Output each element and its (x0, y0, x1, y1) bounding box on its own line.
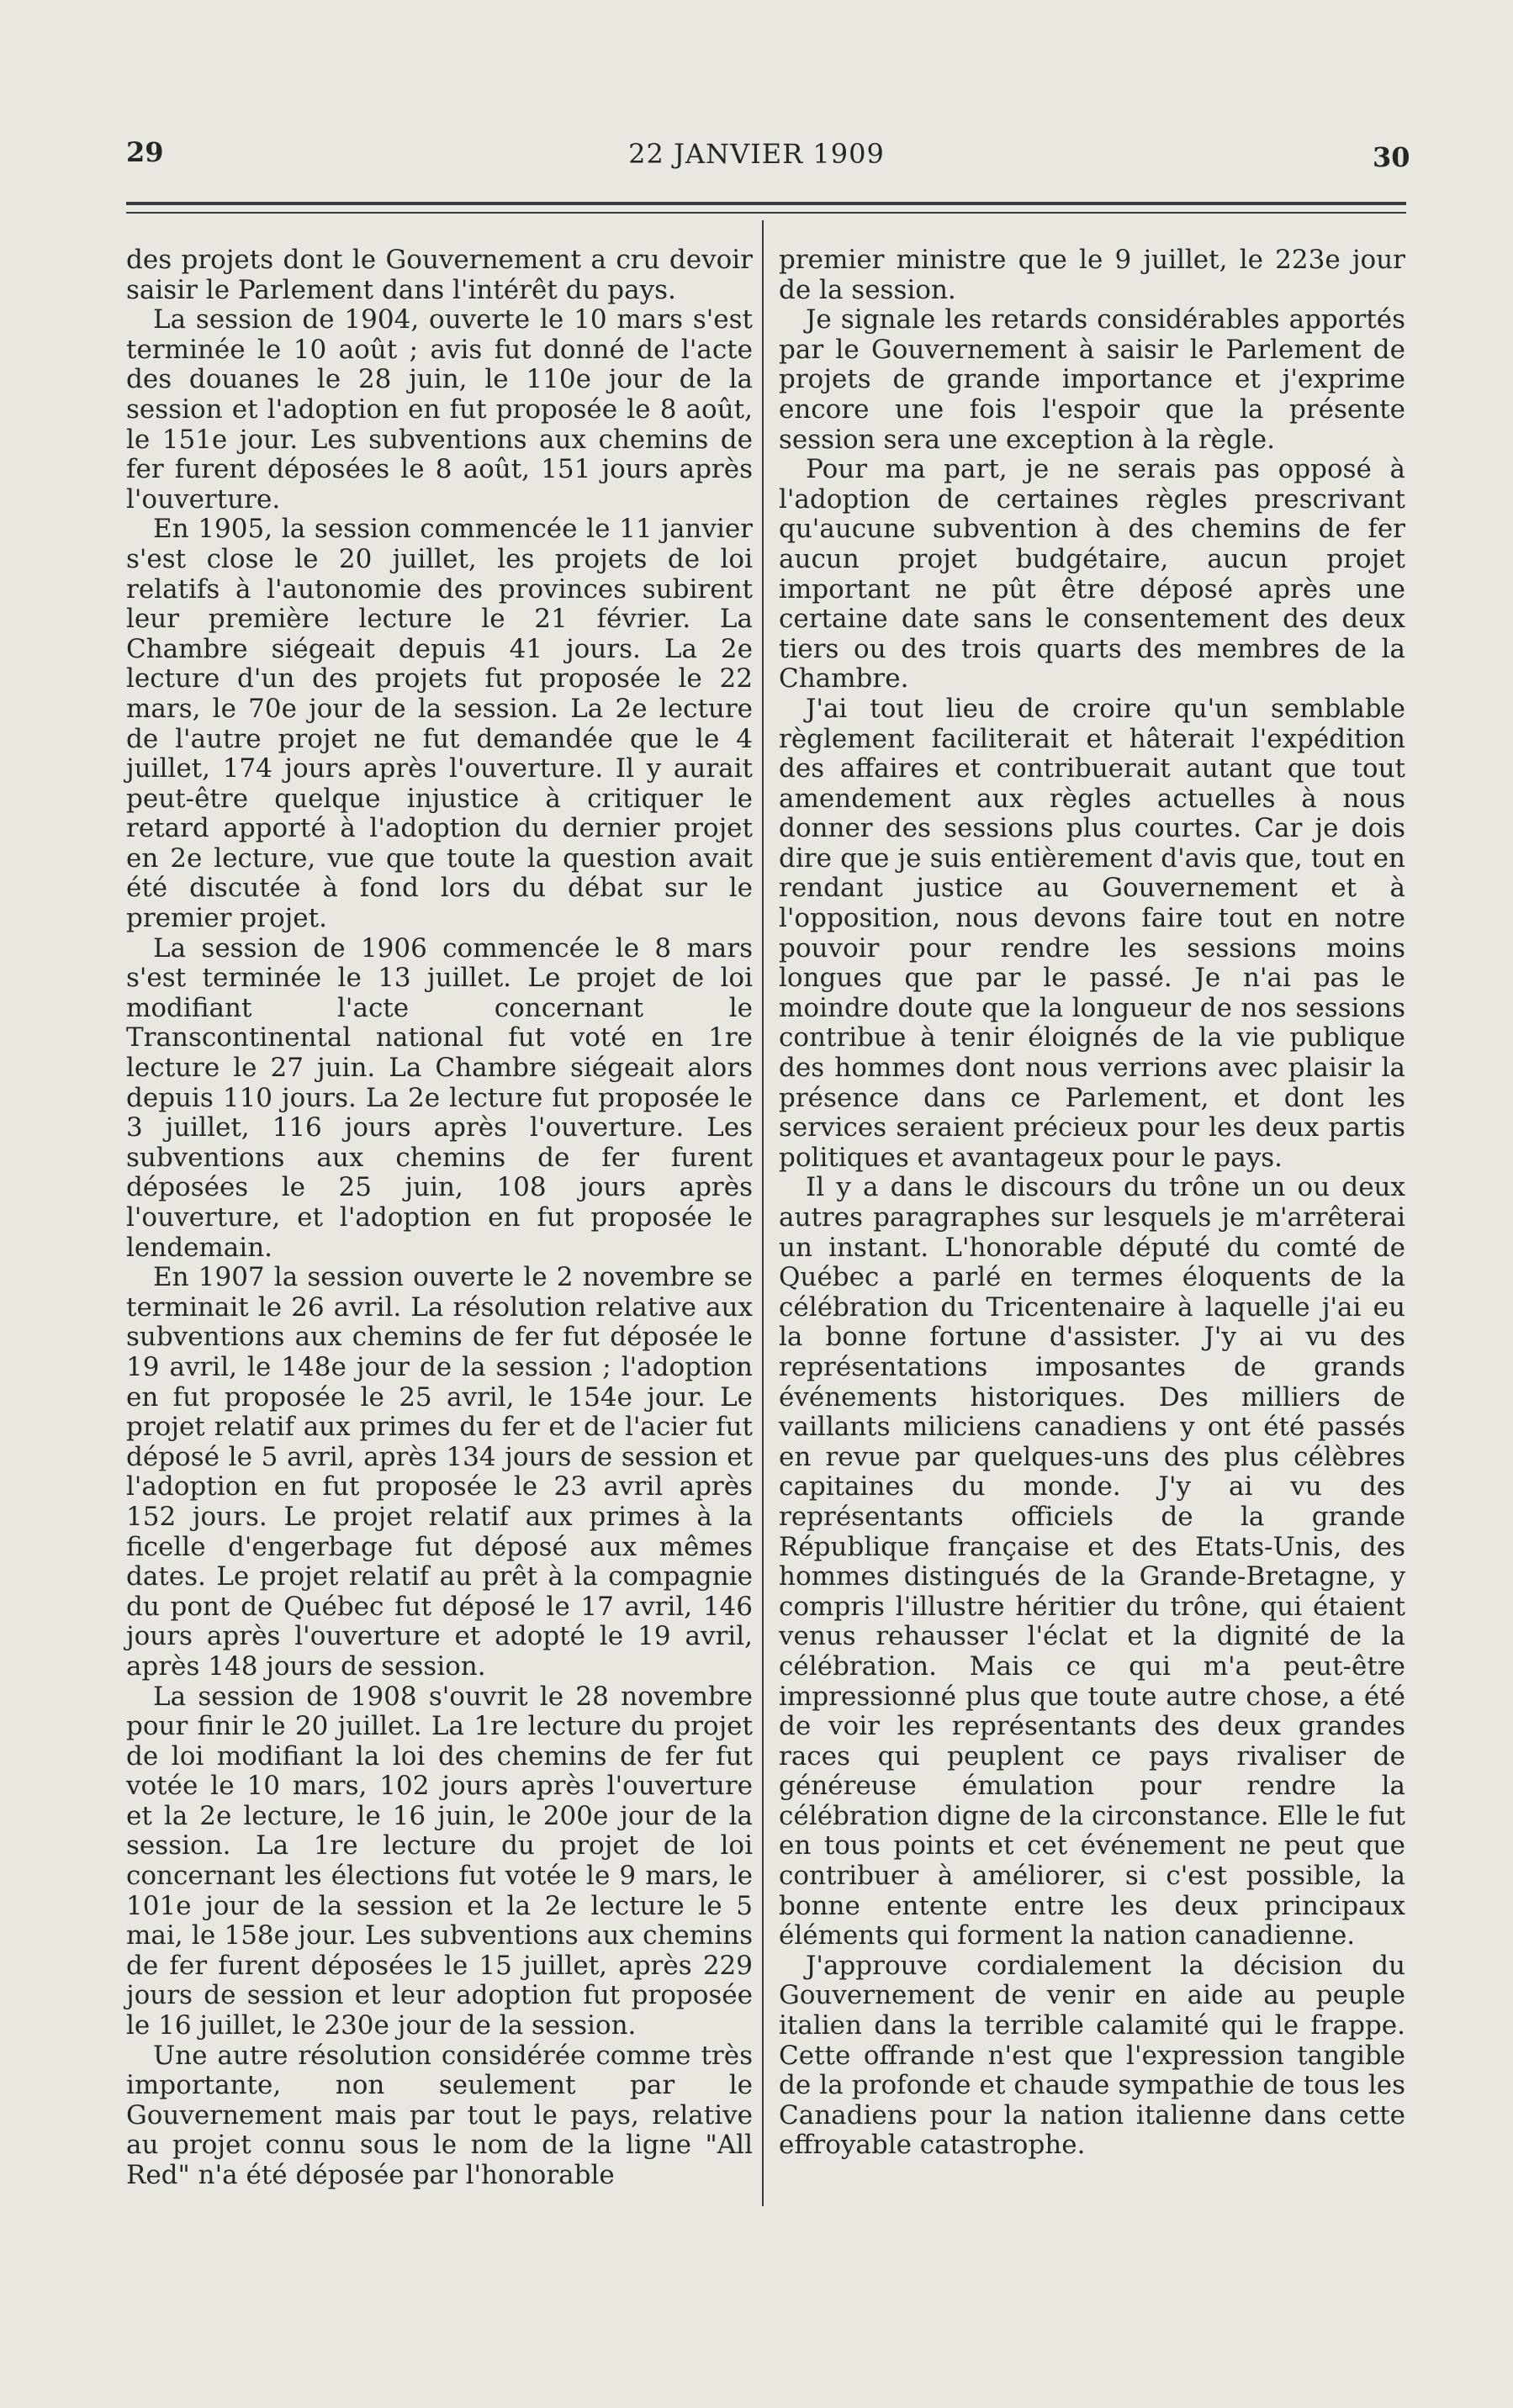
paragraph: Pour ma part, je ne serais pas opposé à l'adoption de certaines règles prescrivant qu'aucune subvention à des chemins de fer aucun projet budgétaire, aucun projet important ne pût être déposé après une certaine date sans le consentement des deux tiers ou des trois quarts des membres de la Chambre. (779, 454, 1405, 694)
paragraph: La session de 1908 s'ouvrit le 28 novembre pour finir le 20 juillet. La 1re lecture du projet de loi modifiant la loi des chemins de fer fut votée le 10 mars, 102 jours après l'ouverture et la 2e lecture, le 16 juin, le 200e jour de la session. La 1re lecture du projet de loi concernant les élections fut votée le 9 mars, le 101e jour de la session et la 2e lecture le 5 mai, le 158e jour. Les subventions aux chemins de fer furent déposées le 15 juillet, après 229 jours de session et leur adoption fut proposée le 16 juillet, le 230e jour de la session. (126, 1681, 753, 2041)
page-number-right: 30 (1373, 141, 1410, 173)
paragraph: des projets dont le Gouvernement a cru devoir saisir le Parlement dans l'intérêt du pays. (126, 245, 753, 305)
header-rule-thin (126, 212, 1406, 214)
paragraph: Une autre résolution considérée comme très importante, non seulement par le Gouvernement mais par tout le pays, relative au projet connu sous le nom de la ligne "All Red" n'a été déposée par l'honorable (126, 2040, 753, 2190)
header-rule-thick (126, 202, 1406, 205)
page-number-left: 29 (126, 136, 164, 168)
paragraph: premier ministre que le 9 juillet, le 223e jour de la session. (779, 245, 1405, 305)
paragraph: La session de 1906 commencée le 8 mars s'est terminée le 13 juillet. Le projet de loi modifiant l'acte concernant le Transcontinental national fut voté en 1re lecture le 27 juin. La Chambre siégeait alors depuis 110 jours. La 2e lecture fut proposée le 3 juillet, 116 jours après l'ouverture. Les subventions aux chemins de fer furent déposées le 25 juin, 108 jours après l'ouverture, et l'adoption en fut proposée le lendemain. (126, 932, 753, 1263)
paragraph: En 1905, la session commencée le 11 janvier s'est close le 20 juillet, les projets de loi relatifs à l'autonomie des provinces subirent leur première lecture le 21 février. La Chambre siégeait depuis 41 jours. La 2e lecture d'un des projets fut proposée le 22 mars, le 70e jour de la session. La 2e lecture de l'autre projet ne fut demandée que le 4 juillet, 174 jours après l'ouverture. Il y aurait peut-être quelque injustice à critiquer le retard apporté à l'adoption du dernier projet en 2e lecture, vue que toute la question avait été discutée à fond lors du débat sur le premier projet. (126, 514, 753, 934)
page-date: 22 JANVIER 1909 (628, 138, 885, 170)
right-column (779, 246, 1405, 2161)
paragraph: En 1907 la session ouverte le 2 novembre se terminait le 26 avril. La résolution relative aux subventions aux chemins de fer fut déposée le 19 avril, le 148e jour de la session ; l'adoption en fut proposée le 25 avril, le 154e jour. Le projet relatif aux primes du fer et de l'acier fut déposé le 5 avril, après 134 jours de session et l'adoption en fut proposée le 23 avril après 152 jours. Le projet relatif aux primes à la ficelle d'engerbage fut déposé aux mêmes dates. Le projet relatif au prêt à la compagnie du pont de Québec fut déposé le 17 avril, 146 jours après l'ouverture et adopté le 19 avril, après 148 jours de session. (126, 1262, 753, 1682)
page-header (0, 136, 1513, 178)
paragraph: Je signale les retards considérables apportés par le Gouvernement à saisir le Parlement de projets de grande importance et j'exprime encore une fois l'espoir que la présente session sera une exception à la règle. (779, 304, 1405, 455)
paragraph: La session de 1904, ouverte le 10 mars s'est terminée le 10 août ; avis fut donné de l'acte des douanes le 28 juin, le 110e jour de la session et l'adoption en fut proposée le 8 août, le 151e jour. Les subventions aux chemins de fer furent déposées le 8 août, 151 jours après l'ouverture. (126, 304, 753, 515)
paragraph: J'approuve cordialement la décision du Gouvernement de venir en aide au peuple italien dans la terrible calamité qui le frappe. Cette offrande n'est que l'expression tangible de la profonde et chaude sympathie de tous les Canadiens pour la nation italienne dans cette effroyable catastrophe. (779, 1950, 1405, 2161)
column-divider (762, 220, 764, 2206)
paragraph: J'ai tout lieu de croire qu'un semblable règlement faciliterait et hâterait l'expédition des affaires et contribuerait autant que tout amendement aux règles actuelles à nous donner des sessions plus courtes. Car je dois dire que je suis entièrement d'avis que, tout en rendant justice au Gouvernement et à l'opposition, nous devons faire tout en notre pouvoir pour rendre les sessions moins longues que par le passé. Je n'ai pas le moindre doute que la longueur de nos sessions contribue à tenir éloignés de la vie publique des hommes dont nous verrions avec plaisir la présence dans ce Parlement, et dont les services seraient précieux pour les deux partis politiques et avantageux pour le pays. (779, 693, 1405, 1173)
left-column (126, 246, 753, 2191)
paragraph: Il y a dans le discours du trône un ou deux autres paragraphes sur lesquels je m'arrêterai un instant. L'honorable député du comté de Québec a parlé en termes éloquents de la célébration du Tricentenaire à laquelle j'ai eu la bonne fortune d'assister. J'y ai vu des représentations imposantes de grands événements historiques. Des milliers de vaillants miliciens canadiens y ont été passés en revue par quelques-uns des plus célèbres capitaines du monde. J'y ai vu des représentants officiels de la grande République française et des Etats-Unis, des hommes distingués de la Grande-Bretagne, y compris l'illustre héritier du trône, qui étaient venus rehausser l'éclat et la dignité de la célébration. Mais ce qui m'a peut-être impressionné plus que toute autre chose, a été de voir les représentants des deux grandes races qui peuplent ce pays rivaliser de généreuse émulation pour rendre la célébration digne de la circonstance. Elle le fut en tous points et cet événement ne peut que contribuer à améliorer, si c'est possible, la bonne entente entre les deux principaux éléments qui forment la nation canadienne. (779, 1172, 1406, 1951)
